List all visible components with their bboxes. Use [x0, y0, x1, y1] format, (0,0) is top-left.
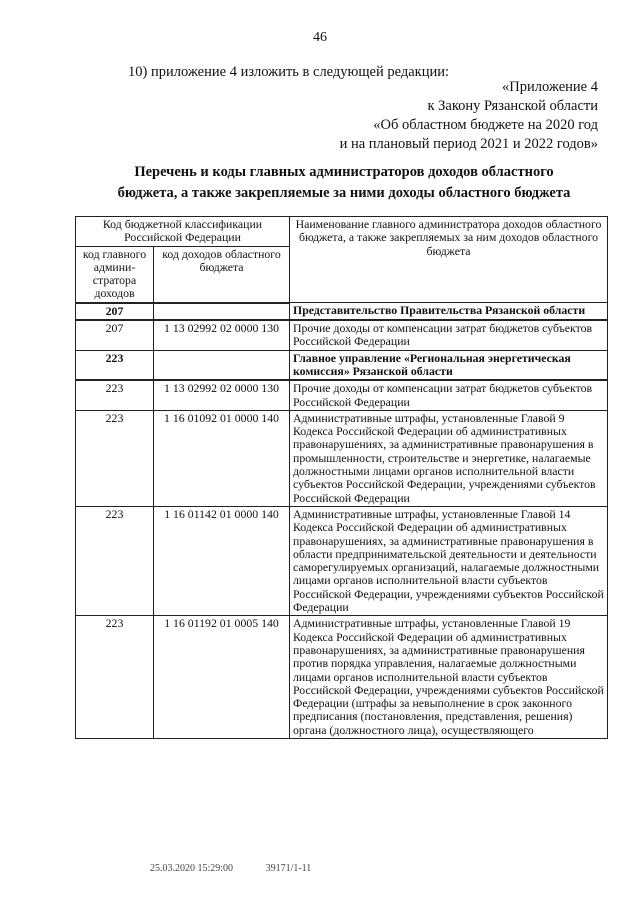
header-income-code: код доходов областного бюджета [154, 246, 290, 303]
appendix-header [340, 78, 598, 154]
title-line: бюджета, а также закрепляемые за ними доходы областного бюджета [117, 185, 571, 201]
income-code-cell: 1 13 02992 02 0000 130 [154, 320, 290, 350]
table-body [76, 303, 608, 739]
name-cell: Административные штрафы, установленные Главой 9 Кодекса Российской Федерации об административных правонарушениях, за административные правонарушения в промышленности, строительстве и энергетике, налагаемые должностными лицами органов исполнительной власти субъектов Российской Федерации, учреждениями субъектов Российской Федерации [290, 410, 608, 506]
table-row [76, 350, 608, 380]
income-code-cell [154, 303, 290, 320]
page-number: 46 [313, 30, 327, 45]
table-row [76, 303, 608, 320]
codes-table [75, 216, 608, 739]
admin-code-cell: 223 [76, 380, 154, 410]
header-admin-code: код главного админи-стратора доходов [76, 246, 154, 303]
admin-code-cell: 223 [76, 350, 154, 380]
table-row [76, 410, 608, 506]
income-code-cell: 1 16 01142 01 0000 140 [154, 506, 290, 615]
table-row [76, 380, 608, 410]
title-line: Перечень и коды главных администраторов доходов областного [134, 164, 554, 180]
intro-text: 10) приложение 4 изложить в следующей редакции: [128, 64, 450, 80]
name-cell: Административные штрафы, установленные Главой 19 Кодекса Российской Федерации об административных правонарушениях, за административные правонарушения против порядка управления, налагаемые должностными лицами органов исполнительной власти субъектов Российской Федерации, учреждениями субъектов Российской Федерации (штрафы за невыполнение в срок законного предписания (постановления, представления, решения) органа (должностного лица), осуществляющего [290, 616, 608, 739]
income-code-cell: 1 16 01092 01 0000 140 [154, 410, 290, 506]
income-code-cell: 1 16 01192 01 0005 140 [154, 616, 290, 739]
name-cell: Главное управление «Региональная энергетическая комиссия» Рязанской области [290, 350, 608, 380]
income-code-cell [154, 350, 290, 380]
table-row [76, 320, 608, 350]
header-name: Наименование главного администратора доходов областного бюджета, а также закрепляемых за ним доходов областного бюджета [290, 217, 608, 303]
footer-doc-id: 39171/1-11 [265, 863, 312, 874]
income-code-cell: 1 13 02992 02 0000 130 [154, 380, 290, 410]
admin-code-cell: 223 [76, 616, 154, 739]
table-row [76, 506, 608, 615]
appendix-line: «Приложение 4 [502, 79, 598, 95]
name-cell: Прочие доходы от компенсации затрат бюджетов субъектов Российской Федерации [290, 380, 608, 410]
table-row [76, 616, 608, 739]
admin-code-cell: 207 [76, 320, 154, 350]
admin-code-cell: 207 [76, 303, 154, 320]
appendix-line: к Закону Рязанской области [427, 98, 598, 114]
footer-timestamp: 25.03.2020 15:29:00 [150, 863, 234, 874]
admin-code-cell: 223 [76, 410, 154, 506]
admin-code-cell: 223 [76, 506, 154, 615]
document-title [90, 162, 598, 204]
appendix-line: «Об областном бюджете на 2020 год [373, 117, 598, 133]
name-cell: Представительство Правительства Рязанской области [290, 303, 608, 320]
name-cell: Прочие доходы от компенсации затрат бюджетов субъектов Российской Федерации [290, 320, 608, 350]
footer [150, 863, 341, 874]
header-group: Код бюджетной классификации Российской Федерации [76, 217, 290, 247]
appendix-line: и на плановый период 2021 и 2022 годов» [339, 136, 598, 152]
name-cell: Административные штрафы, установленные Главой 14 Кодекса Российской Федерации об административных правонарушениях, за административные правонарушения в области предпринимательской деятельности и деятельности саморегулируемых организаций, налагаемые должностными лицами органов исполнительной власти субъектов Российской Федерации, учреждениями субъектов Российской Федерации [290, 506, 608, 615]
